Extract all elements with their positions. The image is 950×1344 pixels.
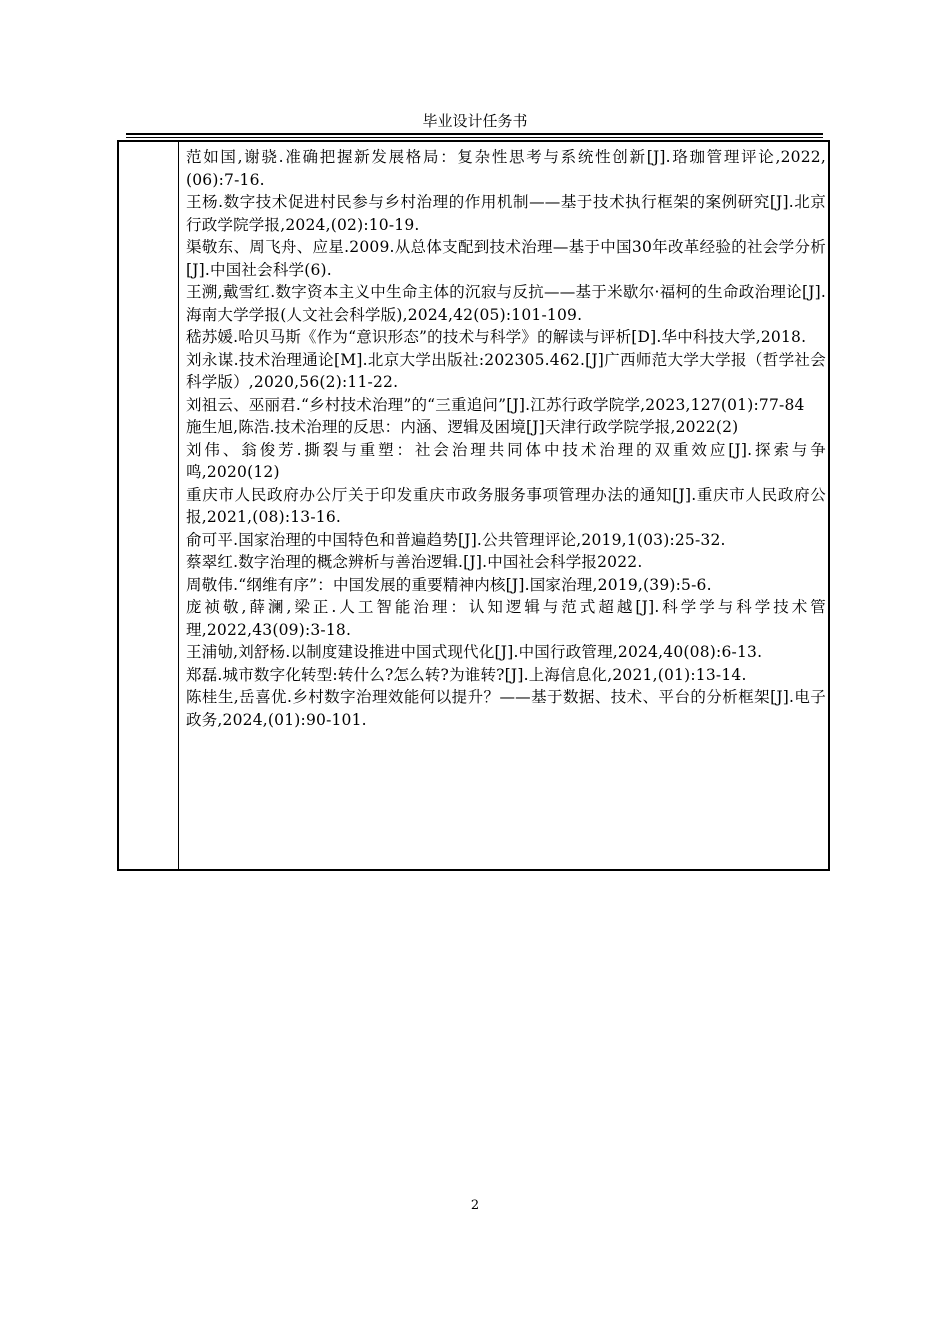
reference-entry: 庞祯敬,薛澜,梁正.人工智能治理：认知逻辑与范式超越[J].科学学与科学技术管理,2022,43(09):3-18. [186,598,826,639]
reference-entry: 郑磊.城市数字化转型:转什么?怎么转?为谁转?[J].上海信息化,2021,(01):13-14. [186,665,747,684]
reference-entry: 范如国,谢骁.准确把握新发展格局：复杂性思考与系统性创新[J].珞珈管理评论,2022,(06):7-16. [186,148,826,189]
reference-entry: 陈桂生,岳喜优.乡村数字治理效能何以提升？——基于数据、技术、平台的分析框架[J].电子政务,2024,(01):90-101. [186,688,826,729]
reference-entry: 王浦劬,刘舒杨.以制度建设推进中国式现代化[J].中国行政管理,2024,40(08):6-13. [186,643,763,661]
reference-entry: 王溯,戴雪红.数字资本主义中生命主体的沉寂与反抗——基于米歇尔·福柯的生命政治理论[J].海南大学学报(人文社会科学版),2024,42(05):101-109. [186,283,826,324]
reference-entry: 嵇苏媛.哈贝马斯《作为“意识形态”的技术与科学》的解读与评析[D].华中科技大学,2018. [186,328,807,346]
page-header-title: 毕业设计任务书 [422,112,528,130]
reference-entry: 重庆市人民政府办公厅关于印发重庆市政务服务事项管理办法的通知[J].重庆市人民政府公报,2021,(08):13-16. [186,485,826,526]
reference-entry: 王杨.数字技术促进村民参与乡村治理的作用机制——基于技术执行框架的案例研究[J].北京行政学院学报,2024,(02):10-19. [186,193,826,234]
reference-entry: 刘祖云、巫丽君.“乡村技术治理”的“三重追问”[J].江苏行政学院学,2023,127(01):77-84 [186,395,805,414]
reference-entry: 刘伟、翁俊芳.撕裂与重塑：社会治理共同体中技术治理的双重效应[J].探索与争鸣,2020(12) [186,440,826,481]
reference-entry: 蔡翠红.数字治理的概念辨析与善治逻辑.[J].中国社会科学报2022. [186,553,643,571]
header-rule-thick [126,133,823,135]
reference-list [186,146,826,731]
reference-entry: 渠敬东、周飞舟、应星.2009.从总体支配到技术治理—基于中国30年改革经验的社会学分析[J].中国社会科学(6). [186,238,826,279]
reference-entry: 周敬伟.“纲维有序”：中国发展的重要精神内核[J].国家治理,2019,(39):5-6. [186,575,712,594]
reference-entry: 施生旭,陈浩.技术治理的反思：内涵、逻辑及困境[J]天津行政学院学报,2022(2) [186,418,739,436]
page-number: 2 [470,1198,480,1213]
reference-entry: 刘永谋.技术治理通论[M].北京大学出版社:202305.462.[J]广西师范大学大学报（哲学社会科学版）,2020,56(2):11-22. [186,350,826,391]
header-rule-thin [126,137,823,138]
reference-entry: 俞可平.国家治理的中国特色和普遍趋势[J].公共管理评论,2019,1(03):25-32. [186,530,726,549]
table-column-divider [178,140,179,871]
